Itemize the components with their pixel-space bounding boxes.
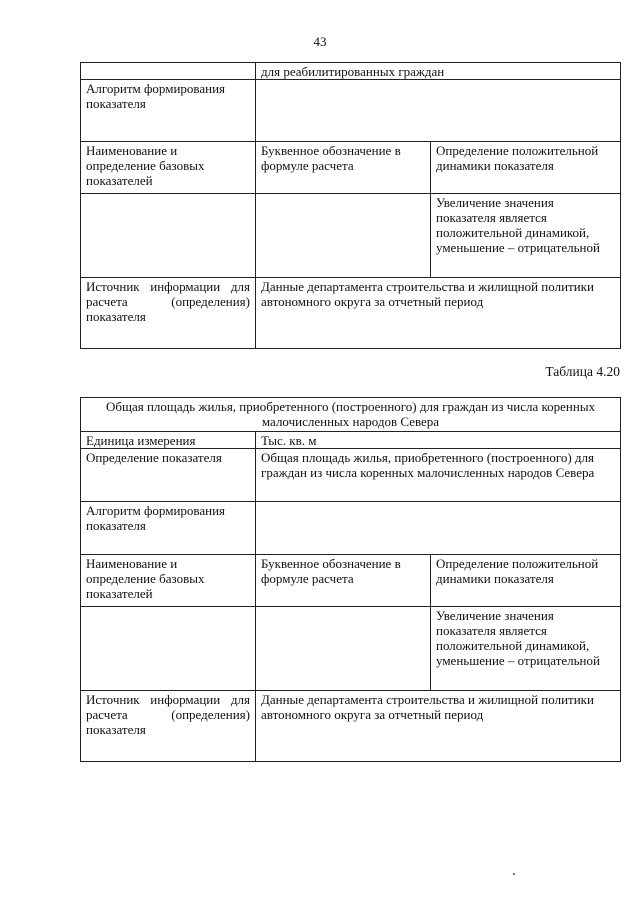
table-row <box>81 142 621 194</box>
dynamics-text: Увеличение значения показателя является положительной динамикой, уменьшение – отрицательной <box>431 194 621 278</box>
scan-speck <box>513 873 515 875</box>
unit-value: Тыс. кв. м <box>256 432 621 449</box>
algorithm-value <box>256 502 621 555</box>
table-row <box>81 63 621 80</box>
table-caption: Таблица 4.20 <box>545 364 620 379</box>
table-row <box>81 691 621 762</box>
table-row <box>81 80 621 142</box>
source-text: Данные департамента строительства и жилищной политики автономного округа за отчетный период <box>256 278 621 349</box>
source-text: Данные департамента строительства и жилищной политики автономного округа за отчетный период <box>256 691 621 762</box>
formula-symbol-label: Буквенное обозначение в формуле расчета <box>256 555 431 607</box>
definition-text: Общая площадь жилья, приобретенного (построенного) для граждан из числа коренных малочисленных народов Севера <box>256 449 621 502</box>
empty-cell <box>256 194 431 278</box>
table-row <box>81 278 621 349</box>
definition-label: Определение показателя <box>81 449 256 502</box>
table-row <box>81 502 621 555</box>
source-label: Источник информации для расчета (определения) показателя <box>81 278 256 349</box>
indicator-table-continued <box>80 62 621 349</box>
continuation-text: для реабилитированных граждан <box>256 63 621 80</box>
algorithm-label: Алгоритм формирования показателя <box>81 80 256 142</box>
page-number: 43 <box>313 34 327 49</box>
unit-label: Единица измерения <box>81 432 256 449</box>
table-row <box>81 555 621 607</box>
dynamics-label: Определение положительной динамики показателя <box>431 555 621 607</box>
table-row <box>81 194 621 278</box>
algorithm-value <box>256 80 621 142</box>
base-indicators-label: Наименование и определение базовых показателей <box>81 555 256 607</box>
table-row <box>81 398 621 432</box>
formula-symbol-label: Буквенное обозначение в формуле расчета <box>256 142 431 194</box>
algorithm-label: Алгоритм формирования показателя <box>81 502 256 555</box>
empty-cell <box>81 607 256 691</box>
table-row <box>81 432 621 449</box>
dynamics-label: Определение положительной динамики показателя <box>431 142 621 194</box>
table-title: Общая площадь жилья, приобретенного (построенного) для граждан из числа коренных малочисленных народов Севера <box>81 398 621 432</box>
base-indicators-label: Наименование и определение базовых показателей <box>81 142 256 194</box>
table-row <box>81 449 621 502</box>
indicator-table-4-20 <box>80 397 621 762</box>
source-label: Источник информации для расчета (определения) показателя <box>81 691 256 762</box>
dynamics-text: Увеличение значения показателя является положительной динамикой, уменьшение – отрицательной <box>431 607 621 691</box>
empty-cell <box>81 194 256 278</box>
empty-cell <box>256 607 431 691</box>
table-row <box>81 607 621 691</box>
